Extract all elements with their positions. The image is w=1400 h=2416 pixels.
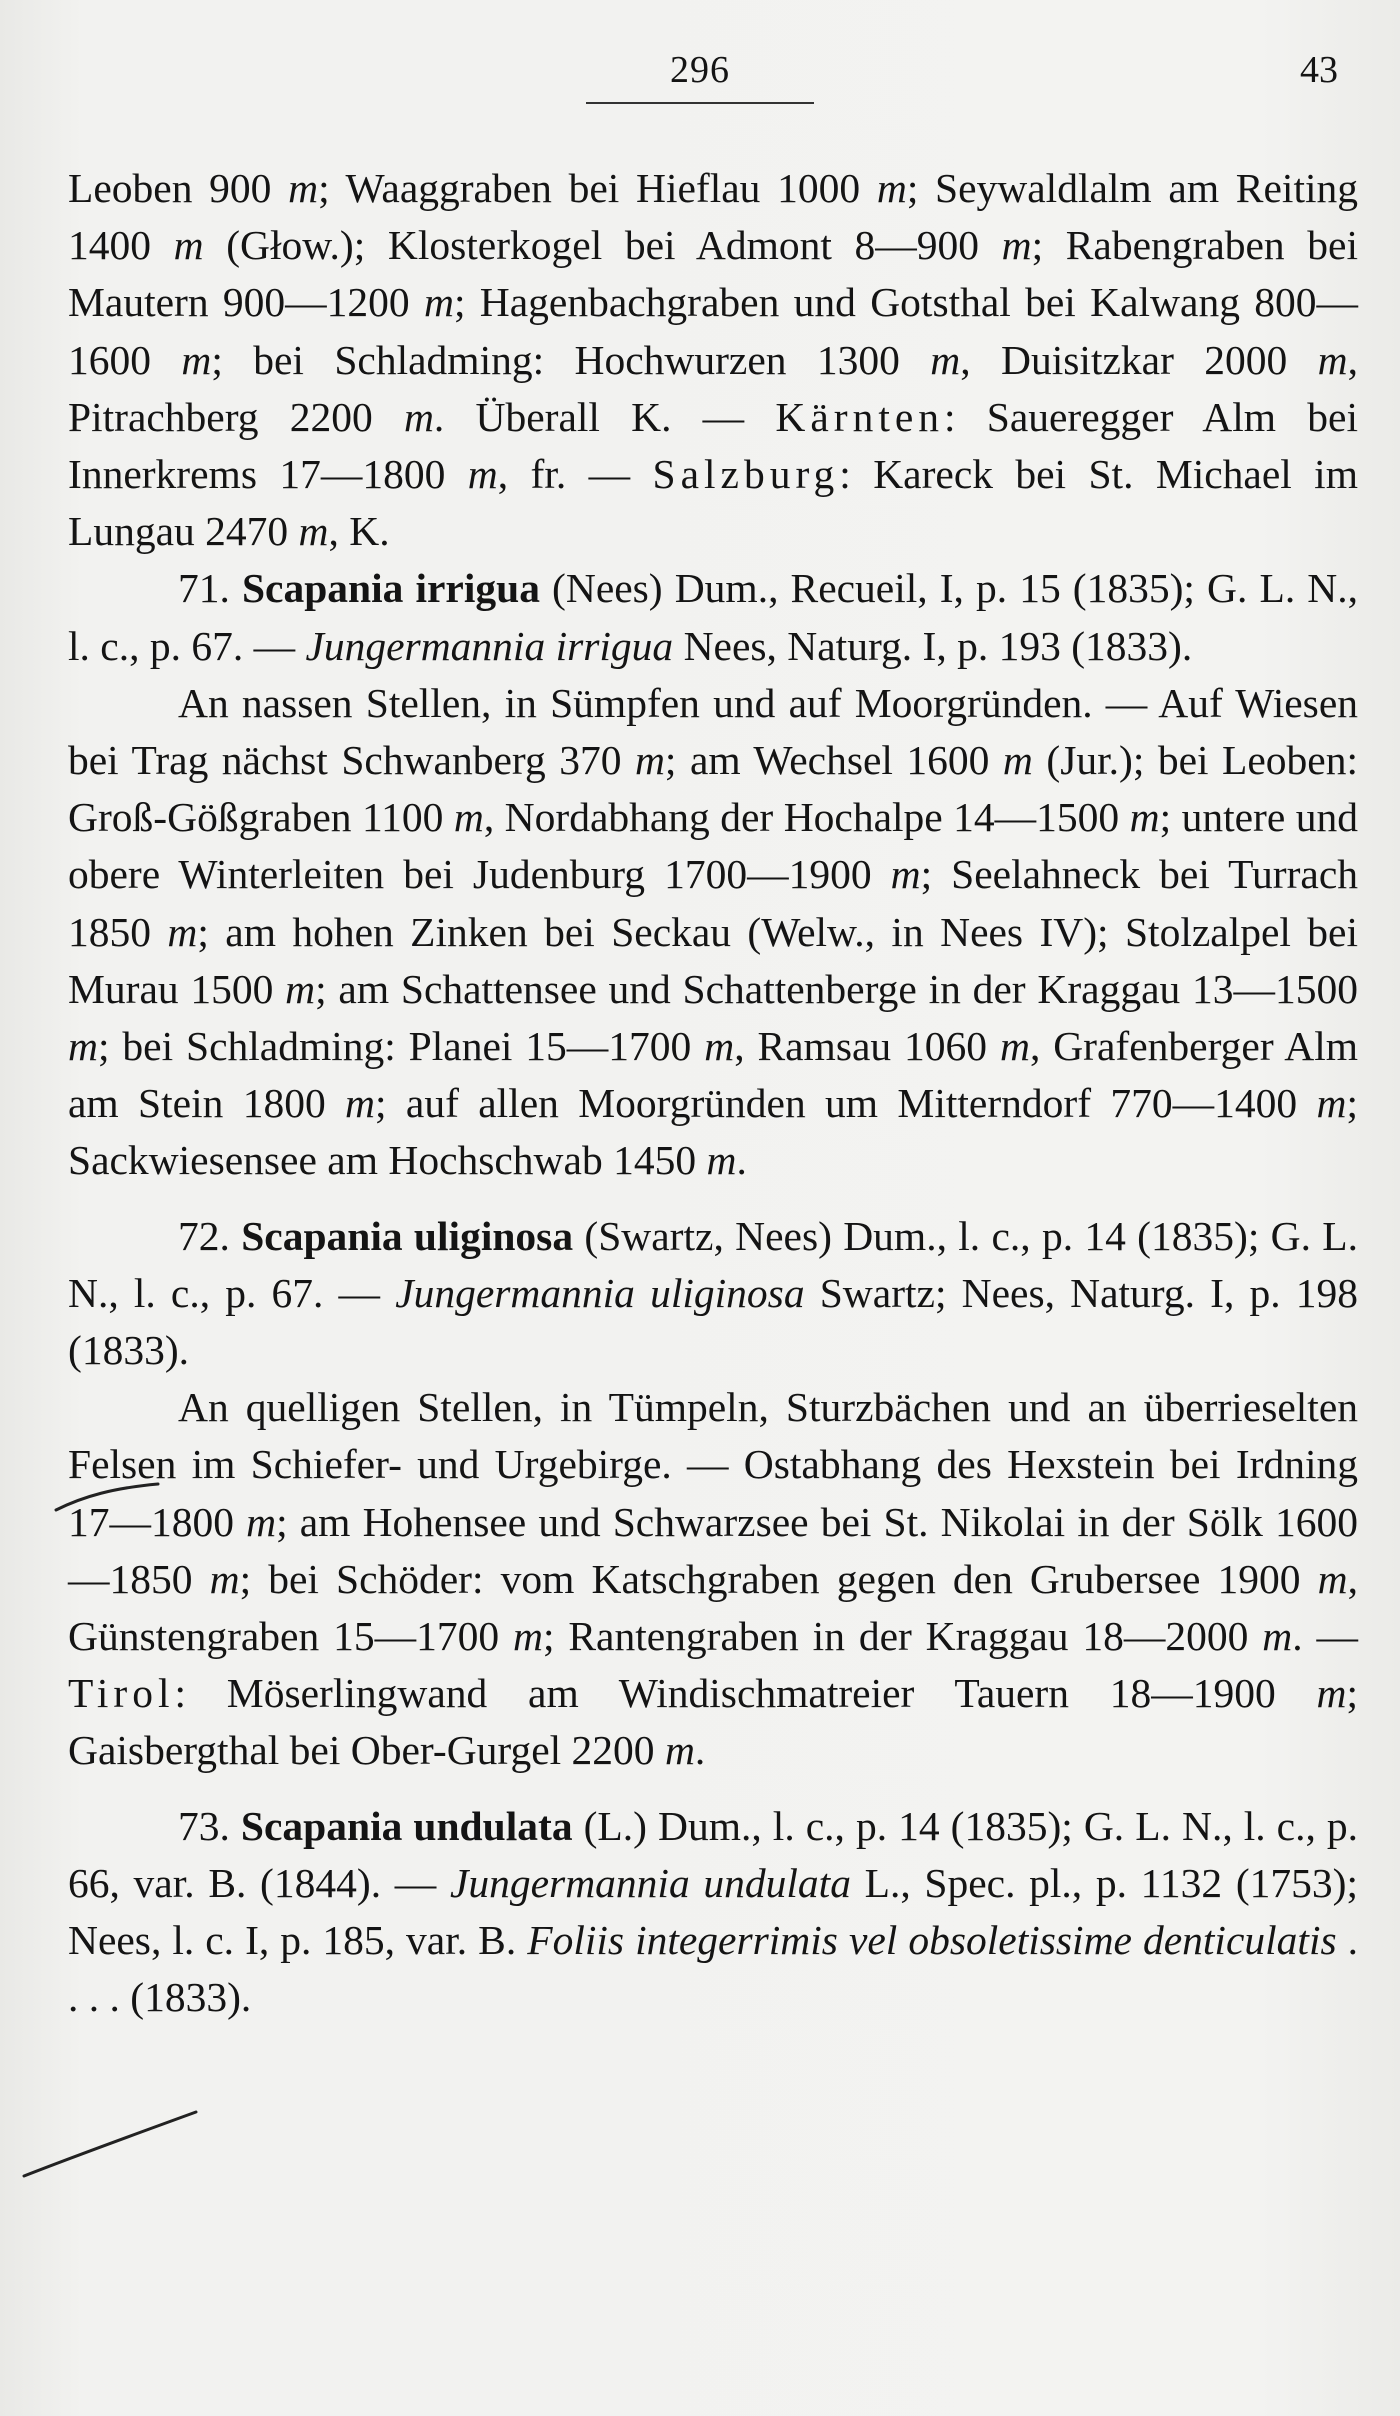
species-name: Scapania irrigua <box>241 565 540 612</box>
synonym: Jungermannia uliginosa <box>395 1269 805 1316</box>
page-number-right: 43 <box>1300 49 1338 91</box>
region-label: Kärnten <box>775 393 945 440</box>
species-entry-72: 72. Scapania uliginosa (Swartz, Nees) Dum., l. c., p. 14 (1835); G. L. N., l. c., p. 67. — Jungermannia uliginosa Swartz; Nees, Naturg. I, p. 198 (1833). <box>68 1212 1359 1374</box>
header-rule <box>586 102 814 104</box>
species-name: Scapania uliginosa <box>241 1212 574 1259</box>
page-number-center: 296 <box>670 49 730 91</box>
main-text <box>68 160 1358 2027</box>
latin-diagnosis: Foliis integerrimis vel obsoletissime denticulatis <box>527 1917 1337 1964</box>
pencil-mark-72 <box>54 1476 162 1516</box>
region-label: Salzburg <box>652 451 840 498</box>
synonym: Jungermannia undulata <box>449 1859 851 1906</box>
species-entry-73: 73. Scapania undulata (L.) Dum., l. c., p. 14 (1835); G. L. N., l. c., p. 66, var. B. (1844). — Jungermannia undulata L., Spec. pl., p. 1132 (1753); Nees, l. c. I, p. 185, var. B. Foliis integerrimis vel obsoletissime denticulatis . . . . (1833). <box>68 1802 1359 2021</box>
species-name: Scapania undulata <box>240 1802 573 1849</box>
species-entry-71: 71. Scapania irrigua (Nees) Dum., Recueil, I, p. 15 (1835); G. L. N., l. c., p. 67. — Jungermannia irrigua Nees, Naturg. I, p. 193 (1833). <box>68 565 1358 669</box>
habitat-paragraph-72: An quelligen Stellen, in Tümpeln, Sturzbächen und an überrieselten Felsen im Schiefer- und Urgebirge. — Ostabhang des Hexstein bei Irdning 17—1800 m; am Hohensee und Schwarzsee bei St. Nikolai in der Sölk 1600—1850 m; bei Schöder: vom Katschgraben gegen den Grubersee 1900 m, Günstengraben 15—1700 m; Rantengraben in der Kraggau 18—2000 m. — Tirol: Möserlingwand am Windischmatreier Tauern 18—1900 m; Gaisbergthal bei Ober-Gurgel 2200 m. <box>68 1384 1359 1774</box>
synonym: Jungermannia irrigua <box>305 622 674 669</box>
region-label: Tirol <box>68 1670 175 1717</box>
pencil-mark-73 <box>20 2102 200 2182</box>
paragraph-localities-cont: Leoben 900 m; Waaggraben bei Hieflau 1000 m; Seywaldlalm am Reiting 1400 m (Głow.); Klosterkogel bei Admont 8—900 m; Rabengraben bei Mautern 900—1200 m; Hagenbachgraben und Gotsthal bei Kalwang 800—1600 m; bei Schladming: Hochwurzen 1300 m, Duisitzkar 2000 m, Pitrachberg 2200 m. Überall K. — Kärnten: Saueregger Alm bei Innerkrems 17—1800 m, fr. — Salzburg: Kareck bei St. Michael im Lungau 2470 m, K. <box>68 165 1358 555</box>
habitat-paragraph-71: An nassen Stellen, in Sümpfen und auf Moorgründen. — Auf Wiesen bei Trag nächst Schwanberg 370 m; am Wechsel 1600 m (Jur.); bei Leoben: Groß-Gößgraben 1100 m, Nordabhang der Hochalpe 14—1500 m; untere und obere Winterleiten bei Judenburg 1700—1900 m; Seelahneck bei Turrach 1850 m; am hohen Zinken bei Seckau (Welw., in Nees IV); Stolzalpel bei Murau 1500 m; am Schattensee und Schattenberge in der Kraggau 13—1500 m; bei Schladming: Planei 15—1700 m, Ramsau 1060 m, Grafenberger Alm am Stein 1800 m; auf allen Moorgründen um Mitterndorf 770—1400 m; Sackwiesensee am Hochschwab 1450 m. <box>68 679 1359 1184</box>
